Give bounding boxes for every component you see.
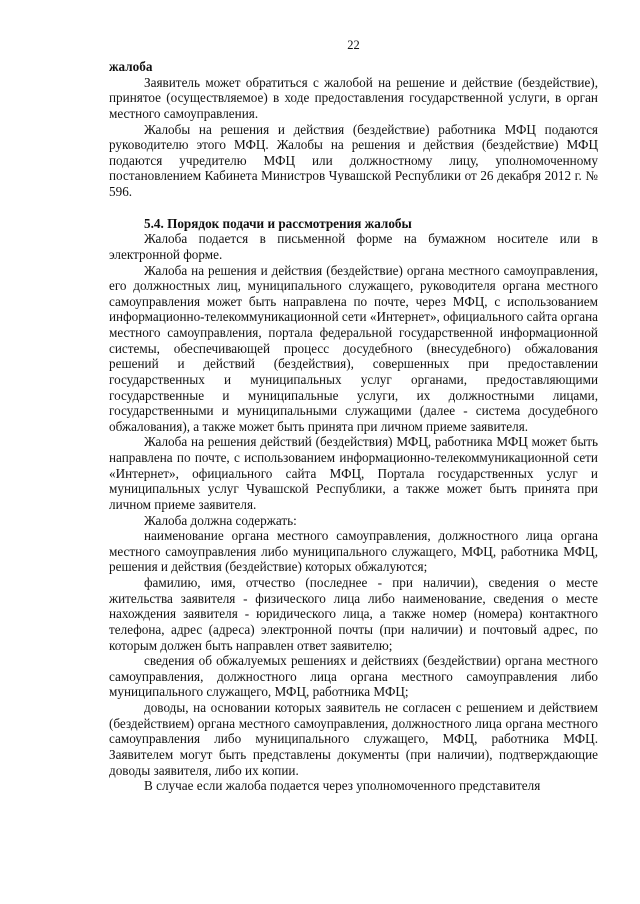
paragraph-representative: В случае если жалоба подается через уполномоченного представителя xyxy=(144,778,541,794)
page-number: 22 xyxy=(347,38,360,52)
paragraph-mfc-complaint-channels: Жалоба на решения действий (бездействия) МФЦ, работника МФЦ может быть направлена по почте, с использованием информационно-телекоммуникационной сети «Интернет», официального сайта МФЦ, Портала государственных услуг и муниципальных услуг Чувашской Республики, а также может быть принята при личном приеме заявителя. xyxy=(109,434,598,512)
paragraph-contents-decisions: сведения об обжалуемых решениях и действиях (бездействии) органа местного самоуправления, должностного лица органа местного самоуправления либо муниципального служащего, МФЦ, работника МФЦ; xyxy=(109,653,598,700)
paragraph-contents-applicant: фамилию, имя, отчество (последнее - при наличии), сведения о месте жительства заявителя - физического лица либо наименование, сведения о месте нахождения заявителя - юридического лица, а также номер (номера) контактного телефона, адрес (адреса) электронной почты (при наличии) и почтовый адрес, по которым должен быть направлен ответ заявителю; xyxy=(109,575,598,653)
section-heading-complaint: жалоба xyxy=(109,59,153,74)
paragraph-complaint-channels: Жалоба на решения и действия (бездействие) органа местного самоуправления, его должностных лиц, муниципального служащего, руководителя органа местного самоуправления может быть направлена по почте, через МФЦ, с использованием информационно-телекоммуникационной сети «Интернет», официального сайта органа местного самоуправления, портала федеральной государственной информационной системы, обеспечивающей процесс досудебного (внесудебного) обжалования решений и действий (бездействия), совершенных при предоставлении государственных и муниципальных услуг органами, предоставляющими государственные и муниципальные услуги, их должностными лицами, государственными и муниципальными служащими (далее - система досудебного обжалования), а также может быть принята при личном приеме заявителя. xyxy=(109,262,599,434)
paragraph-complaint-form: Жалоба подается в письменной форме на бумажном носителе или в электронной форме. xyxy=(109,231,598,262)
paragraph-contents-arguments: доводы, на основании которых заявитель не согласен с решением и действием (бездействием) органа местного самоуправления, должностного лица органа местного самоуправления либо муниципального служащего, МФЦ, работника МФЦ. Заявителем могут быть представлены документы (при наличии), подтверждающие доводы заявителя, либо их копии. xyxy=(109,700,598,778)
paragraph-contents-name: наименование органа местного самоуправления, должностного лица органа местного самоуправления либо муниципального служащего, МФЦ, работника МФЦ, решения и действия (бездействие) которых обжалуются; xyxy=(109,528,598,575)
paragraph-mfc-complaints: Жалобы на решения и действия (бездействие) работника МФЦ подаются руководителю этого МФЦ. Жалобы на решения и действия (бездействие) МФЦ подаются учредителю МФЦ или должностному лицу, уполномоченному постановлением Кабинета Министров Чувашской Республики от 26 декабря 2012 г. № 596. xyxy=(109,121,598,199)
paragraph-right-to-appeal: Заявитель может обратиться с жалобой на решение и действие (бездействие), принятое (осуществляемое) в ходе предоставления государственной услуги, в орган местного самоуправления. xyxy=(109,74,598,121)
section-spacer xyxy=(109,200,598,216)
paragraph-complaint-contents-intro: Жалоба должна содержать: xyxy=(144,512,297,528)
section-heading-5-4: 5.4. Порядок подачи и рассмотрения жалобы xyxy=(144,215,412,231)
